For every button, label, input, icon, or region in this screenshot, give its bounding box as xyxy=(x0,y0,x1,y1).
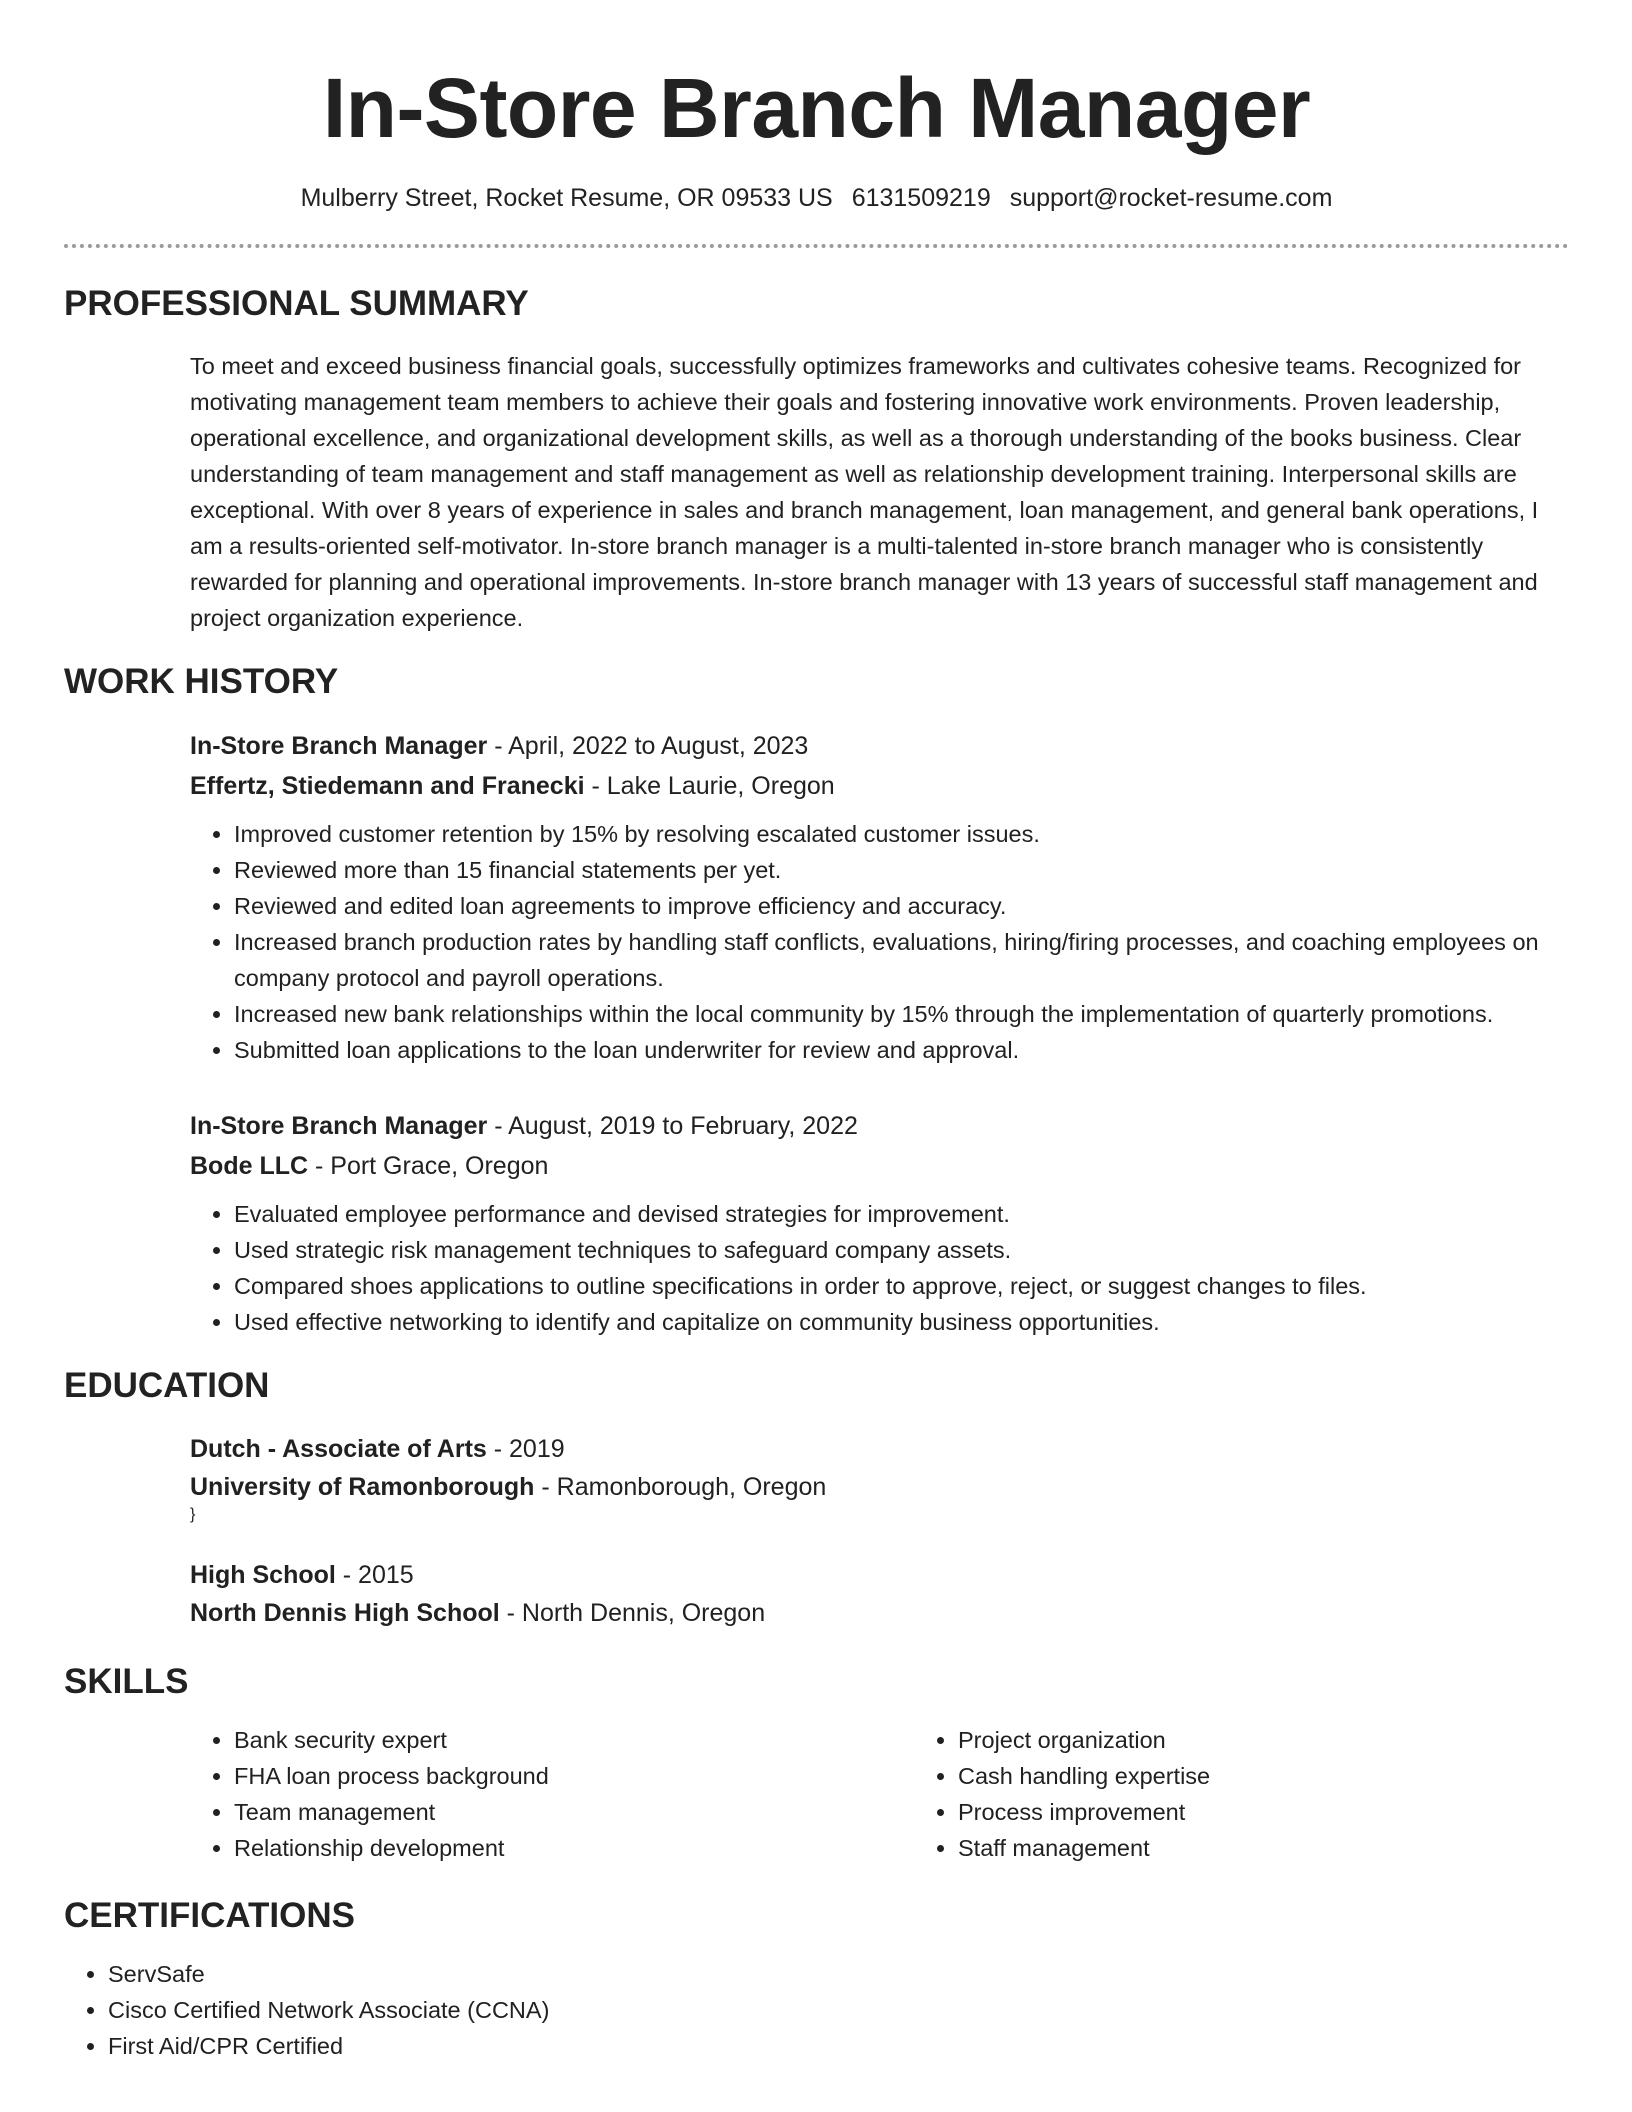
education-degree-line xyxy=(190,1430,1569,1468)
list-item: • Improved customer retention by 15% by resolving escalated customer issues. xyxy=(234,816,1569,852)
job-company: Effertz, Stiedemann and Franecki xyxy=(190,772,585,800)
education-heading: EDUCATION xyxy=(64,1366,270,1405)
list-item: • Project organization xyxy=(958,1722,1558,1758)
list-item: • Submitted loan applications to the loan underwriter for review and approval. xyxy=(234,1032,1569,1068)
education-entry: Dutch - Associate of Arts - 2019 University of Ramonborough - Ramonborough, Oregon } xyxy=(190,1430,1569,1524)
job-company-line xyxy=(190,1146,1569,1186)
list-item: • Used strategic risk management techniques to safeguard company assets. xyxy=(234,1232,1569,1268)
certifications-heading: CERTIFICATIONS xyxy=(64,1896,356,1935)
list-item: • Process improvement xyxy=(958,1794,1558,1830)
education-section xyxy=(64,1364,1569,1632)
list-item: • First Aid/CPR Certified xyxy=(108,2028,1569,2064)
job-dates: - April, 2022 to August, 2023 xyxy=(487,732,809,760)
summary-section xyxy=(64,282,1569,636)
list-item: • Cash handling expertise xyxy=(958,1758,1558,1794)
contact-email: support@rocket-resume.com xyxy=(1009,184,1333,212)
list-item: • ServSafe xyxy=(108,1956,1569,1992)
education-school-line xyxy=(190,1594,1569,1632)
list-item: • Reviewed more than 15 financial statements per yet. xyxy=(234,852,1569,888)
education-degree: High School xyxy=(190,1561,336,1589)
list-item: • Team management xyxy=(234,1794,914,1830)
skills-list-right xyxy=(914,1722,1558,1866)
education-location: - North Dennis, Oregon xyxy=(499,1599,766,1627)
contact-phone: 6131509219 xyxy=(851,184,991,212)
list-item: • Evaluated employee performance and devised strategies for improvement. xyxy=(234,1196,1569,1232)
job-bullets xyxy=(190,816,1569,1068)
skills-heading: SKILLS xyxy=(64,1662,189,1701)
list-item: • Used effective networking to identify and capitalize on community business opportunities. xyxy=(234,1304,1569,1340)
job-title-line xyxy=(190,1106,1569,1146)
list-item: • Staff management xyxy=(958,1830,1558,1866)
education-degree-line xyxy=(190,1556,1569,1594)
summary-text: To meet and exceed business financial goals, successfully optimizes frameworks and cultivates cohesive teams. Recognized for motivating management team members to achieve their goals and fostering innovative work environments. Proven leadership, operational excellence, and organizational development skills, as well as a thorough understanding of the books business. Clear understanding of team management and staff management as well as relationship development training. Interpersonal skills are exceptional. With over 8 years of experience in sales and branch management, loan management, and general bank operations, I am a results-oriented self-motivator. In-store branch manager is a multi-talented in-store branch manager who is consistently rewarded for planning and operational improvements. In-store branch manager with 13 years of successful staff management and project organization experience. xyxy=(190,353,1539,631)
header-divider xyxy=(64,244,1569,248)
education-entry xyxy=(190,1556,1569,1632)
summary-heading: PROFESSIONAL SUMMARY xyxy=(64,284,529,323)
job-role: In-Store Branch Manager xyxy=(190,732,488,760)
education-location: - Ramonborough, Oregon xyxy=(534,1473,827,1501)
job-dates: - August, 2019 to February, 2022 xyxy=(487,1112,858,1140)
certifications-list xyxy=(64,1956,1569,2064)
list-item: • FHA loan process background xyxy=(234,1758,914,1794)
education-year: - 2019 xyxy=(486,1435,565,1463)
list-item: • Reviewed and edited loan agreements to improve efficiency and accuracy. xyxy=(234,888,1569,924)
job-company-line xyxy=(190,766,1569,806)
job-company: Bode LLC xyxy=(190,1152,309,1180)
job-title-line xyxy=(190,726,1569,766)
list-item: • Relationship development xyxy=(234,1830,914,1866)
candidate-name: In-Store Branch Manager xyxy=(322,61,1311,155)
list-item: • Increased new bank relationships within the local community by 15% through the implementation of quarterly promotions. xyxy=(234,996,1569,1032)
job-entry xyxy=(190,1106,1569,1340)
education-school: University of Ramonborough xyxy=(190,1473,535,1501)
certifications-section xyxy=(64,1894,1569,2064)
job-role: In-Store Branch Manager xyxy=(190,1112,488,1140)
skills-list-left xyxy=(190,1722,914,1866)
education-school-line xyxy=(190,1468,1569,1506)
work-history-heading: WORK HISTORY xyxy=(64,662,339,701)
job-location: - Lake Laurie, Oregon xyxy=(584,772,835,800)
skills-section xyxy=(64,1660,1569,1866)
job-entry xyxy=(190,726,1569,1068)
skills-grid xyxy=(190,1722,1569,1866)
list-item: • Cisco Certified Network Associate (CCNA) xyxy=(108,1992,1569,2028)
list-item: • Compared shoes applications to outline specifications in order to approve, reject, or suggest changes to files. xyxy=(234,1268,1569,1304)
education-degree: Dutch - Associate of Arts xyxy=(190,1435,487,1463)
work-history-section xyxy=(64,660,1569,1340)
list-item: • Increased branch production rates by handling staff conflicts, evaluations, hiring/firing processes, and coaching employees on company protocol and payroll operations. xyxy=(234,924,1569,996)
education-year: - 2015 xyxy=(335,1561,414,1589)
list-item: • Bank security expert xyxy=(234,1722,914,1758)
job-location: - Port Grace, Oregon xyxy=(308,1152,549,1180)
education-school: North Dennis High School xyxy=(190,1599,500,1627)
resume-page xyxy=(64,0,1569,2064)
job-bullets xyxy=(190,1196,1569,1340)
contact-line xyxy=(64,182,1569,214)
contact-address: Mulberry Street, Rocket Resume, OR 09533 US xyxy=(300,184,833,212)
